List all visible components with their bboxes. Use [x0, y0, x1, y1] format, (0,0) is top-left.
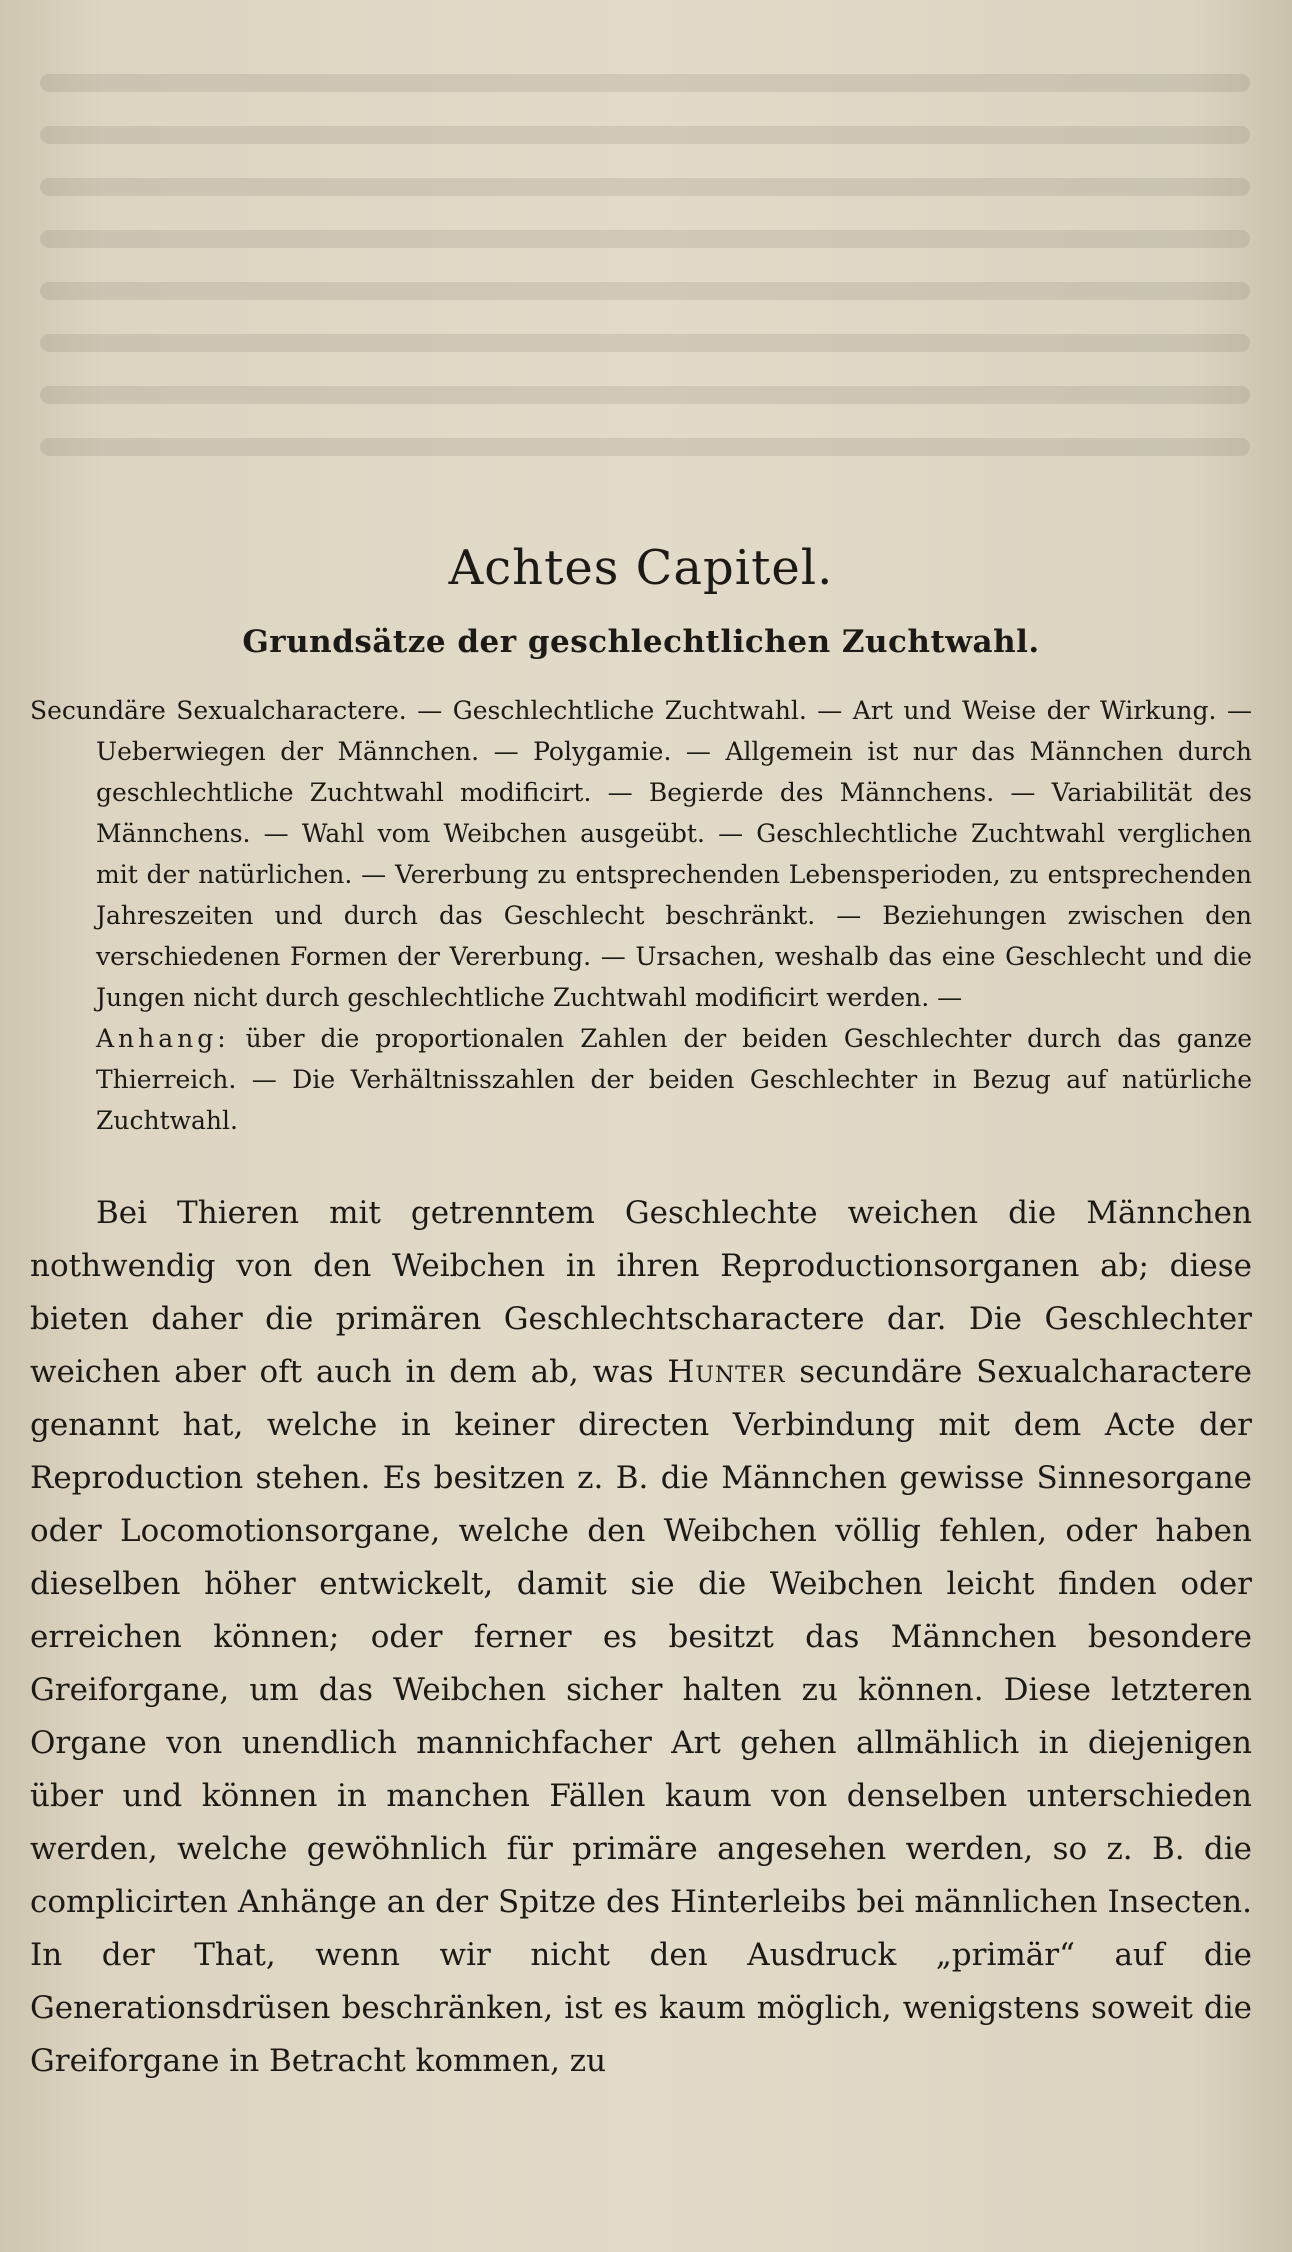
- appendix-text: über die proportionalen Zahlen der beiden Geschlechter durch das ganze Thierreich. — Die Verhältnisszahlen der beiden Geschlechter in Bezug auf natürliche Zuchtwahl.: [96, 1024, 1252, 1135]
- bleed-through-text: [40, 40, 1250, 560]
- body-text-part2: secundäre Sexualcharactere genannt hat, welche in keiner directen Verbindung mit dem Acte der Reproduction stehen. Es besitzen z. B. die Männchen gewisse Sinnesorgane oder Locomotionsorgane, welche den Weibchen völlig fehlen, oder haben dieselben höher entwickelt, damit sie die Weibchen leicht finden oder erreichen können; oder ferner es besitzt das Männchen besondere Greiforgane, um das Weibchen sicher halten zu können. Diese letzteren Organe von unendlich mannichfacher Art gehen allmählich in diejenigen über und können in manchen Fällen kaum von denselben unterschieden werden, welche gewöhnlich für primäre angesehen werden, so z. B. die complicirten Anhänge an der Spitze des Hinterleibs bei männlichen Insecten. In der That, wenn wir nicht den Ausdruck „primär“ auf die Generationsdrüsen beschränken, ist es kaum möglich, wenigstens soweit die Greiforgane in Betracht kommen, zu: [30, 1354, 1252, 2079]
- page-content: [30, 540, 1252, 2088]
- chapter-summary: Secundäre Sexualcharactere. — Geschlechtliche Zuchtwahl. — Art und Weise der Wirkung. — Ueberwiegen der Männchen. — Polygamie. — Allgemein ist nur das Männchen durch geschlechtliche Zuchtwahl modificirt. — Begierde des Männchens. — Variabilität des Männchens. — Wahl vom Weibchen ausgeübt. — Geschlechtliche Zuchtwahl verglichen mit der natürlichen. — Vererbung zu entsprechenden Lebensperioden, zu entsprechenden Jahreszeiten und durch das Geschlecht beschränkt. — Beziehungen zwischen den verschiedenen Formen der Vererbung. — Ursachen, weshalb das eine Geschlecht und die Jungen nicht durch geschlechtliche Zuchtwahl modificirt werden. —: [30, 696, 1252, 1012]
- chapter-subtitle: Grundsätze der geschlechtlichen Zuchtwahl.: [242, 624, 1040, 660]
- body-text-part1: Bei Thieren mit getrenntem Geschlechte weichen die Männchen nothwendig von den Weibchen in ihren Reproductionsorganen ab; diese bieten daher die primären Geschlechtscharactere dar. Die Geschlechter weichen aber oft auch in dem ab, was: [30, 1195, 1252, 1390]
- body-paragraph: [30, 1187, 1252, 2088]
- appendix-summary: [30, 1018, 1252, 1141]
- appendix-label: Anhang:: [96, 1024, 230, 1053]
- chapter-title: Achtes Capitel.: [448, 540, 834, 596]
- author-name: Hunter: [667, 1354, 786, 1390]
